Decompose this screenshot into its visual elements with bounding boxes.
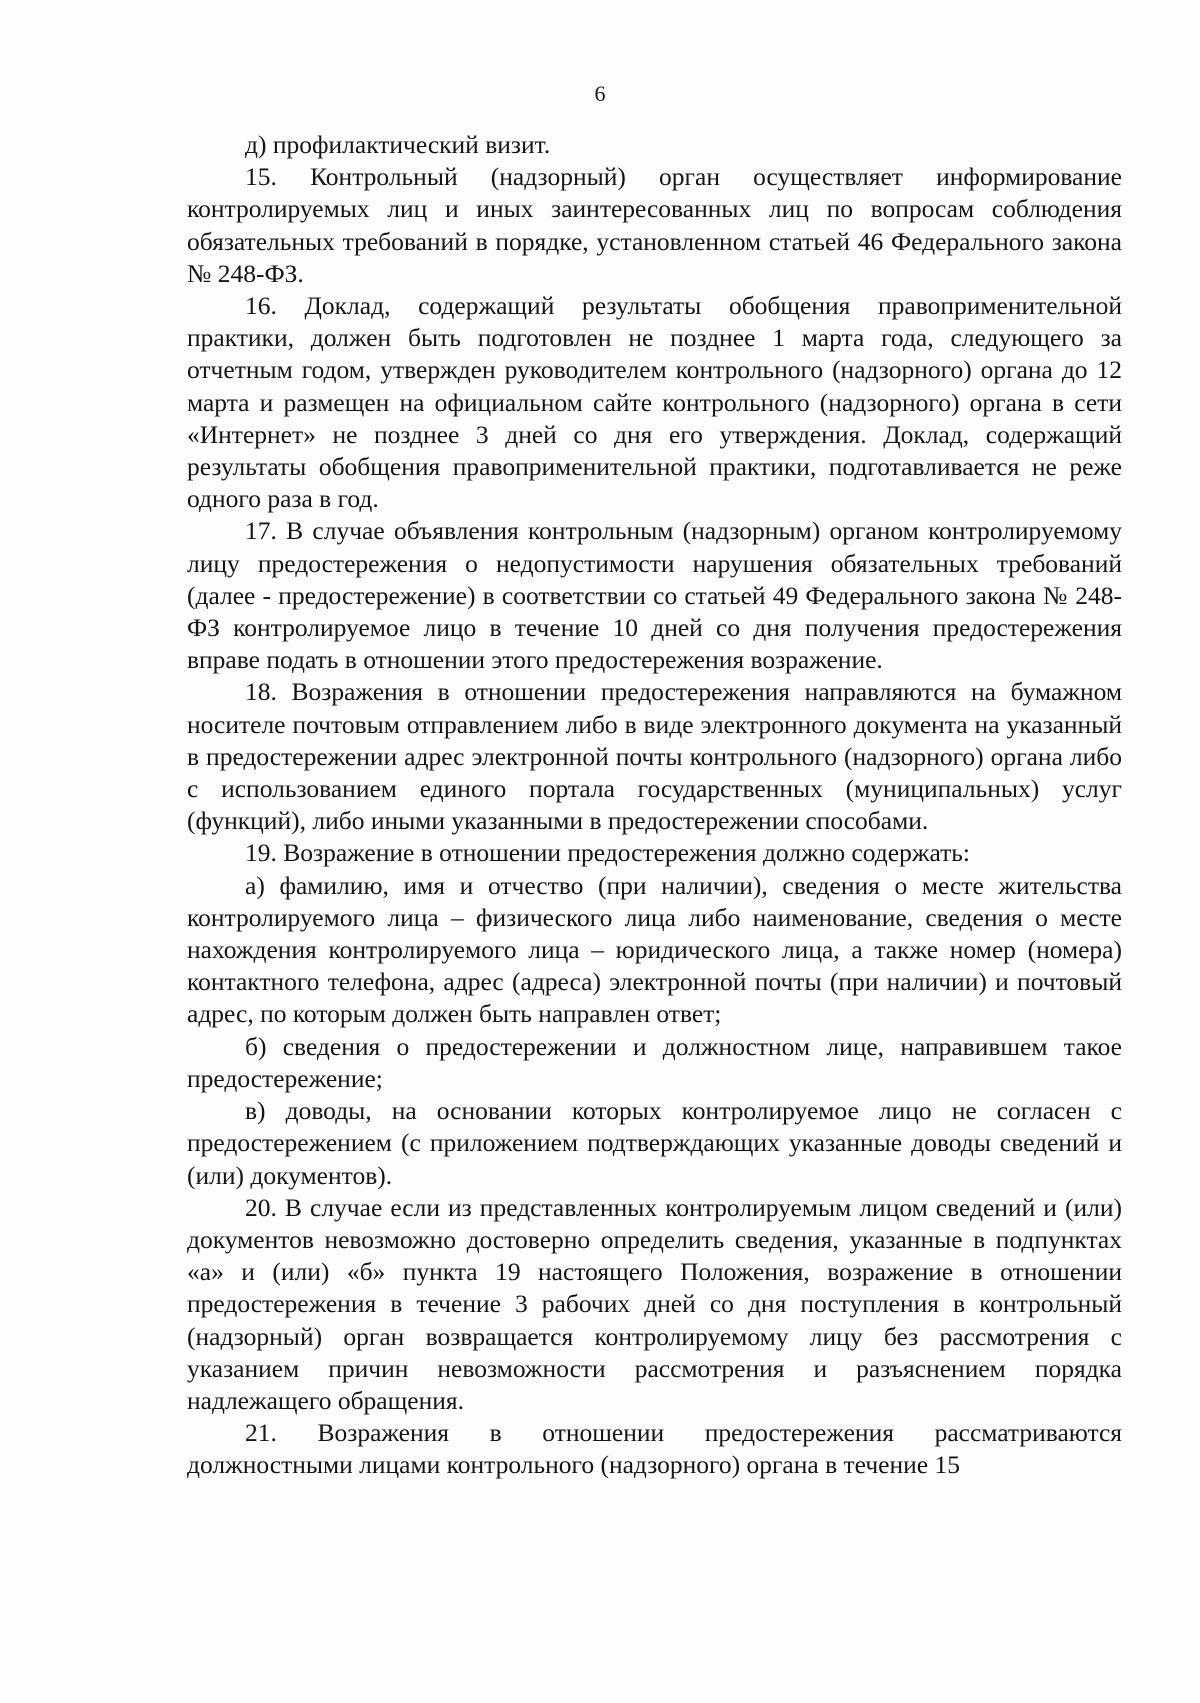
paragraph-21: 21. Возражения в отношении предостережения рассматриваются должностными лицами контрольного (надзорного) органа в течение 15: [187, 1418, 1122, 1480]
page-number: 6: [594, 81, 606, 106]
paragraph-19: 19. Возражение в отношении предостережения должно содержать:: [245, 838, 970, 868]
paragraph-19-a: а) фамилию, имя и отчество (при наличии), сведения о месте жительства контролируемого лица – физического лица либо наименование, сведения о месте нахождения контролируемого лица – юридического лица, а также номер (номера) контактного телефона, адрес (адреса) электронной почты (при наличии) и почтовый адрес, по которым должен быть направлен ответ;: [187, 870, 1122, 1029]
paragraph-16: 16. Доклад, содержащий результаты обобщения правоприменительной практики, должен быть подготовлен не позднее 1 марта года, следующего за отчетным годом, утвержден руководителем контрольного (надзорного) органа до 12 марта и размещен на официальном сайте контрольного (надзорного) органа в сети «Интернет» не позднее 3 дней со дня его утверждения. Доклад, содержащий результаты обобщения правоприменительной практики, подготавливается не реже одного раза в год.: [187, 291, 1122, 514]
paragraph-19-v: в) доводы, на основании которых контролируемое лицо не согласен с предостережением (с приложением подтверждающих указанные доводы сведений и (или) документов).: [187, 1096, 1122, 1190]
paragraph-d-preventive-visit: д) профилактический визит.: [245, 130, 551, 159]
paragraph-18: 18. Возражения в отношении предостережения направляются на бумажном носителе почтовым отправлением либо в виде электронного документа на указанный в предостережении адрес электронной почты контрольного (надзорного) органа либо с использованием единого портала государственных (муниципальных) услуг (функций), либо иными указанными в предостережении способами.: [187, 677, 1122, 836]
paragraph-17: 17. В случае объявления контрольным (надзорным) органом контролируемому лицу предостережения о недопустимости нарушения обязательных требований (далее - предостережение) в соответствии со статьей 49 Федерального закона № 248-ФЗ контролируемое лицо в течение 10 дней со дня получения предостережения вправе подать в отношении этого предостережения возражение.: [187, 516, 1122, 675]
paragraph-20: 20. В случае если из представленных контролируемым лицом сведений и (или) документов невозможно достоверно определить сведения, указанные в подпунктах «а» и (или) «б» пункта 19 настоящего Положения, возражение в отношении предостережения в течение 3 рабочих дней со дня поступления в контрольный (надзорный) орган возвращается контролируемому лицу без рассмотрения с указанием причин невозможности рассмотрения и разъяснением порядка надлежащего обращения.: [187, 1192, 1122, 1415]
paragraph-15: 15. Контрольный (надзорный) орган осуществляет информирование контролируемых лиц и иных заинтересованных лиц по вопросам соблюдения обязательных требований в порядке, установленном статьей 46 Федерального закона № 248-ФЗ.: [187, 162, 1122, 288]
paragraph-19-b: б) сведения о предостережении и должностном лице, направившем такое предостережение;: [187, 1031, 1122, 1093]
document-body: [187, 129, 1122, 1482]
